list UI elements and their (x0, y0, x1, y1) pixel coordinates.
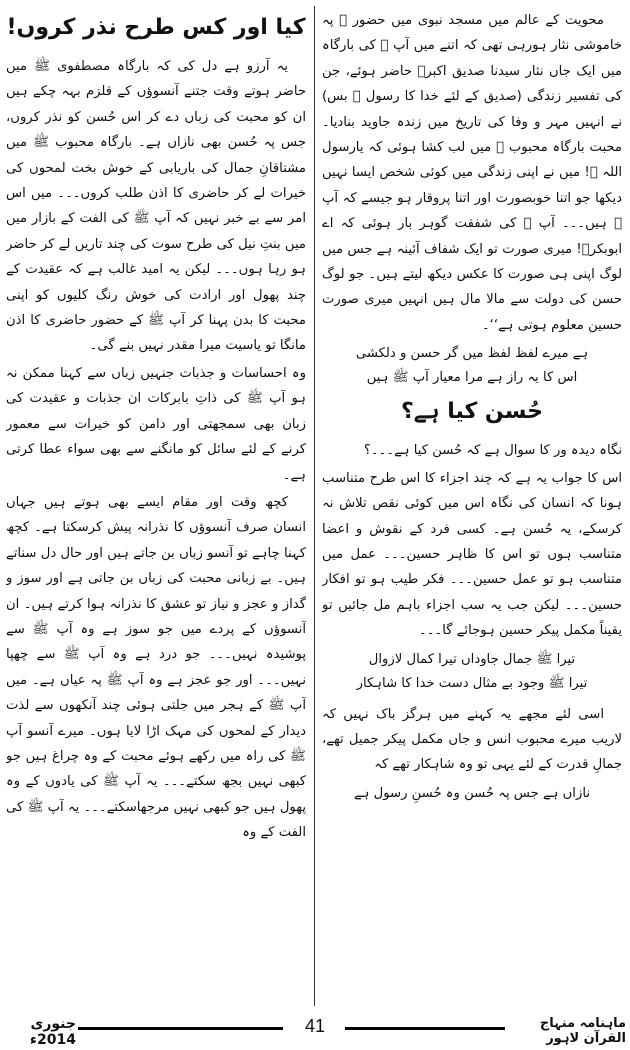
page-number: 41 (304, 1016, 326, 1036)
footer-rule-right (345, 1027, 505, 1030)
issue-date: جنوری 2014ء (29, 1016, 76, 1048)
right-para-4: اسی لئے مجھے یہ کہنے میں ہرگز باک نہیں کہ لاریب میرے محبوب انس و جاں مکمل پیکر جمیل تھے، جمالِ قدرت کے لئے یہی تو وہ شاہکار تھے کہ (322, 706, 622, 773)
right-column (322, 8, 622, 1008)
verse-2-line-2: تیرا ﷺ وجود بے مثال دست خدا کا شاہکار (356, 675, 588, 691)
verse-1-line-2: اس کا یہ راز ہے مرا معیار آپ ﷺ ہیں (366, 370, 578, 386)
verse-2-line-1: تیرا ﷺ جمال جاوداں تیرا کمال لازوال (368, 651, 576, 667)
verse-3 (344, 782, 600, 806)
section-heading-husn: حُسن کیا ہے؟ (401, 399, 543, 425)
right-para-3: اس کا جواب یہ ہے کہ چند اجزاء کا اس طرح متناسب ہونا کہ انسان کی نگاہ اس میں کوئی نقص تلاش نہ کرسکے، یہ حُسن ہے۔ کسی فرد کے نقوش و اعضا متناسب ہوں تو اس کا ظاہر حسین۔۔۔ عمل میں متناسب ہو تو عمل حسین۔۔۔ فکر طیب ہو تو افکار حسین۔۔۔ لیکن جب یہ سب اجزاء باہم مل جائیں تو یقیناً مکمل پیکر حسین ہوجائے گا۔۔۔ (322, 470, 622, 639)
footer-rule-left (78, 1027, 283, 1030)
left-para-2: وہ احساسات و جذبات جنہیں زباں سے کہنا ممکن نہ ہو آپ ﷺ کی ذاتِ بابرکات ان جذبات و عقیدت کی زبان بھی سمجھتی اور دامن کو خیرات سے معمور کرنے کے لئے سائل کو مانگنے سے بھی سواء عطا کرتی ہے۔ (6, 365, 306, 483)
verse-3-line-1: نازاں ہے جس پہ حُسن وہ حُسنِ رسول ہے (353, 785, 591, 801)
verse-1 (344, 342, 600, 390)
right-para-1: محویت کے عالم میں مسجد نبوی میں حضور ﷺ پہ خاموشی نثار ہورہی تھی کہ اتنے میں آپ ﷺ کی بارگاہ میں ایک جاں نثار سیدنا صدیق اکبرؓ حاضر ہوئے، جن کی تفسیر زندگی (صدیق کے لئے خدا کا رسول ﷺ بس) نے انہیں مہر و وفا کی تاریخ میں زندہ جاوید بنادیا۔ محبت بارگاہ محبوب ﷺ میں لب کشا ہوئی کہ یارسول اللہ ﷺ! میں نے اپنی زندگی میں کوئی شخص ایسا نہیں دیکھا جو اتنا خوبصورت اور اتنا پروقار ہو جیسے کہ آپ ﷺ ہیں۔۔۔ آپ ﷺ کی شفقت گوہر بار ہوئی کہ اے ابوبکرؓ! میری صورت تو ایک شفاف آئینہ ہے جس میں لوگ اپنی ہی صورت کا عکس دیکھ لیتے ہیں۔ جو لوگ حسن کی دولت سے مالا مال ہیں انہیں میری صورت حسین معلوم ہوتی ہے‘‘۔ (322, 13, 622, 333)
section-heading-nazr: کیا اور کس طرح نذر کروں! (6, 15, 306, 40)
left-column (6, 8, 306, 1008)
right-para-2: نگاہ دیدہ ور کا سوال ہے کہ حُسن کیا ہے۔۔۔؟ (363, 443, 622, 459)
verse-2 (344, 648, 600, 696)
page-footer (0, 1012, 630, 1048)
left-para-1: یہ آرزو ہے دل کی کہ بارگاہ مصطفوی ﷺ میں حاضر ہوتے وقت جتنے آنسوؤں کے قلزم بہہ چکے ہیں ان کو محبت کی زباں دے کر اس حُسن کو نذر کروں، جس پہ حُسن بھی نازاں ہے۔ بارگاہ محبوب ﷺ میں مشتاقانِ جمال کی باریابی کے خوش بخت لمحوں کی خیرات لے کر حاضری کا اذن طلب کروں۔۔۔ میں اس امر سے بے خبر نہیں کہ آپ ﷺ کی الفت کے بازار میں میں بنتِ نیل کی طرح سوت کی چند تاریں لے کر حاضر ہو رہا ہوں۔۔۔ لیکن یہ امید غالب ہے کہ عقیدت کے چند پھول اور ارادت کی خوش رنگ کلیوں کو اپنی محبت کا بدن پہنا کر آپ ﷺ کے حضور حاضری کا اذن مانگا تو یاسیت میرا مقدر نہیں بنے گی۔ (6, 59, 306, 354)
verse-1-line-1: ہے میرے لفظ لفظ میں گر حسن و دلکشی (355, 346, 589, 362)
column-divider (314, 6, 315, 1006)
magazine-name: ماہنامہ منہاج القرآن لاہور (539, 1016, 626, 1046)
left-para-3: کچھ وقت اور مقام ایسے بھی ہوتے ہیں جہاں انسان صرف آنسوؤں کا نذرانہ پیش کرسکتا ہے۔ کچھ کہنا چاہے تو آنسو زباں بن جاتے ہیں اور حال دل سناتے ہیں۔ بے زبانی محبت کی زباں بن جاتی ہے اور سوز و گداز و عجز و نیاز تو عشق کا نذرانہ ہوا کرتے ہیں۔ ان آنسوؤں کے پردے میں جو سوز ہے وہ آپ ﷺ سے پوشیدہ نہیں۔۔۔ جو درد ہے وہ آپ ﷺ سے چھپا نہیں۔۔۔ اور جو عجز ہے وہ آپ ﷺ پہ عیاں ہے۔ میں آپ ﷺ کے ہجر میں جلتی ہوئی چند آنکھوں سے لذت دیدار کے لمحوں کی مہک اڑا لایا ہوں۔ میرے آنسو آپ ﷺ کی راہ میں رکھے ہوئے محبت کے وہ چراغ ہیں جو کبھی نہیں بجھ سکتے۔۔۔ یہ آپ ﷺ کی یادوں کے وہ پھول ہیں جو کبھی نہیں مرجھاسکتے۔۔۔ یہ آپ ﷺ کی الفت کے وہ (6, 494, 306, 841)
